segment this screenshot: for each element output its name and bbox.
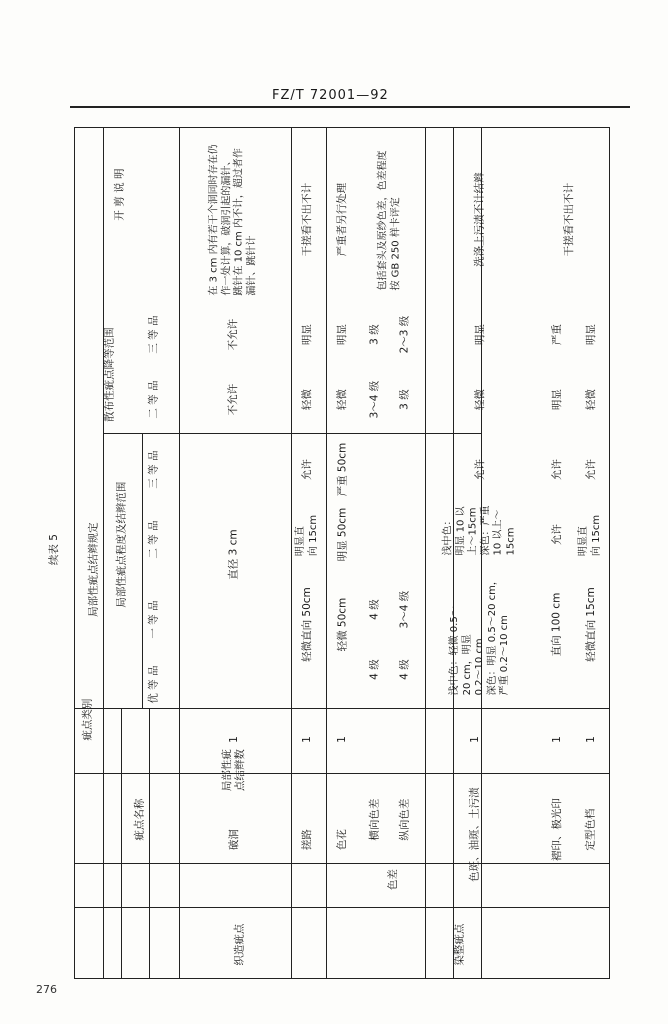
cell xyxy=(325,305,360,365)
cell xyxy=(390,370,420,430)
header-local-count: 局部性疵 点结辫数 xyxy=(220,749,246,791)
cell xyxy=(574,505,608,565)
header-rule xyxy=(70,106,630,108)
cell xyxy=(540,790,574,870)
cell xyxy=(290,440,325,500)
r7-name: 褶印、极光印 xyxy=(550,798,563,862)
cell xyxy=(420,720,530,760)
cell xyxy=(325,140,360,300)
r8-g3: 允许 xyxy=(584,459,597,481)
cell xyxy=(574,790,608,870)
r6-s3: 明显 xyxy=(473,324,486,346)
cell xyxy=(290,580,325,670)
r3-name: 色花 xyxy=(335,829,348,851)
r7-you: 直向 100 cm xyxy=(550,593,563,657)
header-spread-range: 散布性疵点降等范围 xyxy=(103,327,116,423)
cell xyxy=(540,580,574,670)
cell xyxy=(390,580,420,640)
r3-g3: 严重 50cm xyxy=(335,443,348,497)
cell xyxy=(378,860,408,900)
cell xyxy=(390,305,420,365)
cell xyxy=(540,370,574,430)
header-spread-3: 三 等 品 xyxy=(147,315,160,355)
grid-line xyxy=(75,773,609,774)
r5-name: 色差 xyxy=(386,869,399,891)
cell xyxy=(90,320,130,430)
r8-g2: 明显直 向 15cm xyxy=(578,514,602,556)
r5-sub: 纵向色差 xyxy=(398,799,411,841)
cell xyxy=(178,140,290,300)
cell xyxy=(290,370,325,430)
cell xyxy=(290,800,325,880)
category-weave: 织造疵点 xyxy=(233,924,246,966)
r3-count: 1 xyxy=(335,736,348,744)
cell xyxy=(390,790,420,850)
cell xyxy=(540,140,600,300)
r1-note: 在 3 cm 内有若干个洞同时存在仍 作一处计算，破洞引起的漏针、 跳针在 10 cm 内不计，超过者作 漏针、跳针计 xyxy=(209,144,258,296)
header-grade-you: 优 等 品 xyxy=(147,665,160,705)
r2-g2: 明显直 向 15cm xyxy=(295,514,319,556)
r8-you: 轻微直向 15cm xyxy=(584,587,597,663)
grid-line xyxy=(103,433,481,434)
r3-g2: 明显 50cm xyxy=(335,508,348,562)
cell xyxy=(430,305,530,365)
r4-s2: 3～4 级 xyxy=(368,381,381,419)
cell xyxy=(574,440,608,500)
document-code: FZ/T 72001—92 xyxy=(272,88,389,103)
r5-s3: 2～3 级 xyxy=(398,316,411,354)
header-notes: 开 剪 说 明 xyxy=(113,168,126,222)
r7-s3: 严重 xyxy=(550,324,563,346)
cell xyxy=(325,505,360,565)
cell xyxy=(360,580,390,640)
r1-s2: 不允许 xyxy=(227,384,240,416)
header-name: 疵点名称 xyxy=(133,799,146,841)
cell xyxy=(325,440,360,500)
r2-s2: 轻微 xyxy=(300,389,313,411)
r7-s2: 明显 xyxy=(550,389,563,411)
cell xyxy=(325,800,360,880)
cell xyxy=(178,800,290,880)
cell xyxy=(290,305,325,365)
r3-you: 轻微 50cm xyxy=(335,598,348,652)
r6-count: 1 xyxy=(468,736,481,744)
cell xyxy=(290,505,325,565)
cell xyxy=(290,140,325,300)
cell xyxy=(136,370,172,430)
r6-s2: 轻微 xyxy=(473,389,486,411)
r7-note: 干搓看不出不计 xyxy=(563,183,576,257)
r1-count: 1 xyxy=(227,736,240,744)
r5-s2: 3 级 xyxy=(398,389,411,411)
cell xyxy=(574,370,608,430)
r8-count: 1 xyxy=(584,736,597,744)
header-grade-1: 一 等 品 xyxy=(147,600,160,640)
r4-g1: 4 级 xyxy=(368,599,381,621)
r6-name: 色斑、油斑、土污渍 xyxy=(468,787,481,883)
r1-s3: 不允许 xyxy=(227,319,240,351)
cell xyxy=(540,305,574,365)
cell xyxy=(210,920,270,970)
r8-s2: 轻微 xyxy=(584,389,597,411)
cell xyxy=(430,560,530,710)
r4-s3: 3 级 xyxy=(368,324,381,346)
cell xyxy=(136,440,172,500)
r2-note: 干搓看不出不计 xyxy=(300,183,313,257)
cell xyxy=(574,720,608,760)
cell xyxy=(325,720,360,760)
r2-you: 轻微直向 50cm xyxy=(300,587,313,663)
cell xyxy=(325,580,360,670)
r4-sub: 横向色差 xyxy=(368,799,381,841)
cell xyxy=(325,370,360,430)
page-number: 276 xyxy=(36,983,57,996)
cell xyxy=(178,720,290,760)
r8-name: 定型色档 xyxy=(584,809,597,851)
r3-s2: 轻微 xyxy=(335,389,348,411)
cell xyxy=(540,440,574,500)
header-grade-3: 三 等 品 xyxy=(147,450,160,490)
r5-you: 4 级 xyxy=(398,659,411,681)
cell xyxy=(360,640,390,700)
cell xyxy=(360,305,390,365)
cell xyxy=(178,305,290,365)
r5-g1: 3～4 级 xyxy=(398,591,411,629)
header-local-range: 局部性疵点程度及结辫范围 xyxy=(115,482,128,608)
table-title: 续表 5 xyxy=(48,534,61,566)
cell xyxy=(178,500,290,610)
cell xyxy=(74,690,102,750)
cell xyxy=(430,370,530,430)
r3-s3: 明显 xyxy=(335,324,348,346)
r2-g3: 允许 xyxy=(300,459,313,481)
cell xyxy=(540,505,574,565)
cell xyxy=(390,640,420,700)
cell xyxy=(540,720,574,760)
r1-range: 直径 3 cm xyxy=(227,529,240,581)
cell xyxy=(430,920,490,970)
cell xyxy=(360,790,390,850)
cell xyxy=(136,510,172,570)
header-category: 疵点类别 xyxy=(81,699,94,741)
cell xyxy=(360,140,420,300)
cell xyxy=(360,370,390,430)
r2-count: 1 xyxy=(300,736,313,744)
r3-note: 严重者另行处理 xyxy=(335,183,348,257)
table-title-cell xyxy=(40,530,70,570)
r7-count: 1 xyxy=(550,736,563,744)
r6-note: 洗涤上污渍不计结辫 xyxy=(473,172,486,268)
header-grade-2: 二 等 品 xyxy=(147,520,160,560)
cell xyxy=(100,140,140,250)
category-dye: 染整疵点 xyxy=(453,924,466,966)
cell xyxy=(574,580,608,670)
r4-note: 包括套头及原纱色差，色差程度 按 GB 250 样卡评定 xyxy=(377,150,401,290)
r6-you: 浅中色：轻微 0.5～ 20 cm，明显 0.2～10 cm 深色：明显 0.5～20 cm， 严重 0.2～10 cm xyxy=(448,574,510,696)
r8-s3: 明显 xyxy=(584,324,597,346)
cell xyxy=(574,305,608,365)
r1-name: 破洞 xyxy=(227,829,240,851)
r7-g3: 允许 xyxy=(550,459,563,481)
header-spread-2: 二 等 品 xyxy=(147,380,160,420)
cell xyxy=(420,780,530,890)
cell xyxy=(430,500,530,560)
cell xyxy=(430,440,530,500)
cell xyxy=(136,305,172,365)
grid-line xyxy=(75,907,609,908)
cell xyxy=(290,720,325,760)
cell xyxy=(178,370,290,430)
r4-you: 4 级 xyxy=(368,659,381,681)
r6-g3: 允许 xyxy=(473,459,486,481)
header-local-group: 局部性疵点结辫规定 xyxy=(87,522,100,618)
r2-name: 搓路 xyxy=(300,829,313,851)
r6-g2: 浅中色： 明显 10 以 上～15cm 深色：严重 10 以上～ 15cm xyxy=(442,505,516,555)
cell xyxy=(430,140,530,300)
cell xyxy=(102,780,178,860)
r2-s3: 明显 xyxy=(300,324,313,346)
cell xyxy=(136,650,172,720)
cell xyxy=(136,590,172,650)
r7-g2: 允许 xyxy=(550,524,563,546)
